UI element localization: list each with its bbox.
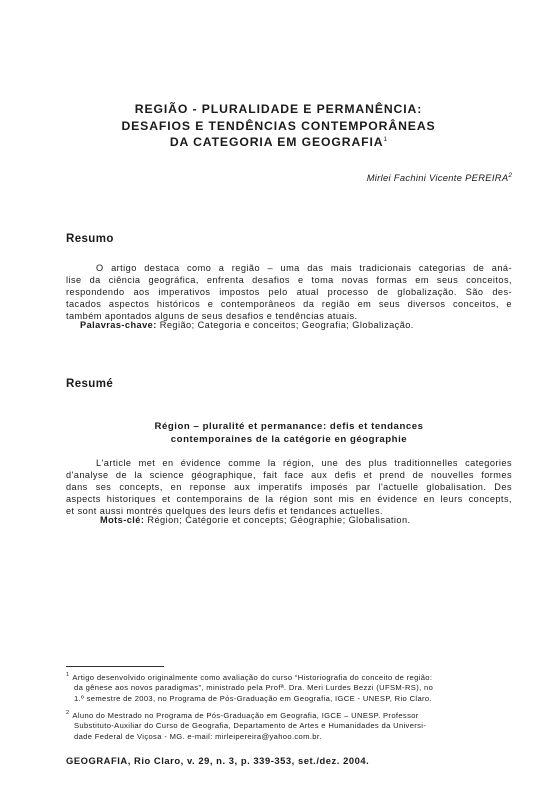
resumo-keywords-text: Região; Categoria e conceitos; Geografia; Globalização. xyxy=(159,320,414,330)
resumo-keywords xyxy=(80,320,520,330)
resume-keywords xyxy=(100,515,520,525)
footnote-2-line-2: Substituto-Auxiliar do Curso de Geografia, Departamento de Artes e Humanidades da Universi- xyxy=(74,721,427,731)
footnote-1-line-3: 1.º semestre de 2003, no Programa de Pós-Graduação em Geografia, IGCE - UNESP, Rio Claro. xyxy=(74,693,432,703)
resume-title xyxy=(66,420,512,446)
resumo-heading: Resumo xyxy=(66,233,114,245)
resume-keywords-text: Région; Catégorie et concepts; Géographie; Globalisation. xyxy=(147,515,411,525)
resumo-line-5: também apontados alguns de seus desafios e tendências atuais. xyxy=(66,311,358,322)
resume-line-3: dans ses concepts, en reponse aux imperatifs imposés par l'actuelle globalisation. Des xyxy=(66,482,512,493)
footnote-1-line-1: Artigo desenvolvido originalmente como avaliação do curso “Historiografia do conceito de região: xyxy=(72,673,433,682)
title-line-3: DA CATEGORIA EM GEOGRAFIA xyxy=(169,135,384,149)
resumo-line-4: tacados aspectos históricos e contemporâneos da região em seus diversos conceitos, e xyxy=(66,299,512,310)
resume-line-2: d'analyse de la science géographique, fait face aux defis et prend de nouvelles formes xyxy=(66,470,512,481)
resume-heading: Resumé xyxy=(66,378,114,390)
resumo-line-3: respondendo aos imperativos impostos pelo atual processo de globalização. São des- xyxy=(66,287,512,298)
title-line-2: DESAFIOS E TENDÊNCIAS CONTEMPORÂNEAS xyxy=(121,118,436,133)
resume-title-line-2: contemporaines de la catégorie en géographie xyxy=(170,434,408,445)
journal-reference: GEOGRAFIA, Rio Claro, v. 29, n. 3, p. 339-353, set./dez. 2004. xyxy=(66,755,370,766)
resumo-keywords-label: Palavras-chave: xyxy=(80,320,157,330)
author-name: Mirlei Fachini Vicente PEREIRA xyxy=(366,172,509,183)
resume-keywords-label: Mots-clé: xyxy=(100,515,145,525)
resume-title-line-1: Région – pluralité et permanance: defis et tendances xyxy=(154,421,424,432)
author-footnote-mark: 2 xyxy=(508,171,512,179)
footnote-2 xyxy=(66,711,512,742)
footnote-2-mark: 2 xyxy=(66,710,70,717)
resume-line-1: L'article met en évidence comme la région, une des plus traditionnelles categories xyxy=(96,458,512,468)
resume-abstract xyxy=(66,457,512,517)
resume-line-4: aspects historiques et contemporains de la région sont mis en évidence en leurs concepts, xyxy=(66,494,512,505)
footnote-1-line-2: da gênese aos novos paradigmas”, ministrado pela Profª. Dra. Meri Lurdes Bezzi (UFSM-RS), no xyxy=(74,683,434,693)
resumo-line-1: O artigo destaca como a região – uma das mais tradicionais categorias de aná- xyxy=(96,263,512,273)
author-line xyxy=(367,172,512,183)
article-title xyxy=(60,101,497,151)
footnote-2-line-3: dade Federal de Viçosa - MG. e-mail: mirleipereira@yahoo.com.br. xyxy=(74,731,322,741)
footnote-divider xyxy=(66,666,164,667)
title-footnote-mark: 1 xyxy=(383,135,388,143)
footnote-1 xyxy=(66,673,512,704)
resumo-line-2: lise da ciência geográfica, enfrenta desafios e toma novas formas em seus conceitos, xyxy=(66,275,512,286)
resume-line-5: et sont aussi montrés quelques des leurs defis et tendances actuelles. xyxy=(66,506,383,517)
footnote-2-line-1: Aluno do Mestrado no Programa de Pós-Graduação em Geografia, IGCE – UNESP. Professor xyxy=(72,711,419,720)
title-line-1: REGIÃO - PLURALIDADE E PERMANÊNCIA: xyxy=(134,102,423,116)
resumo-abstract xyxy=(66,262,512,322)
footnote-1-mark: 1 xyxy=(66,672,70,679)
